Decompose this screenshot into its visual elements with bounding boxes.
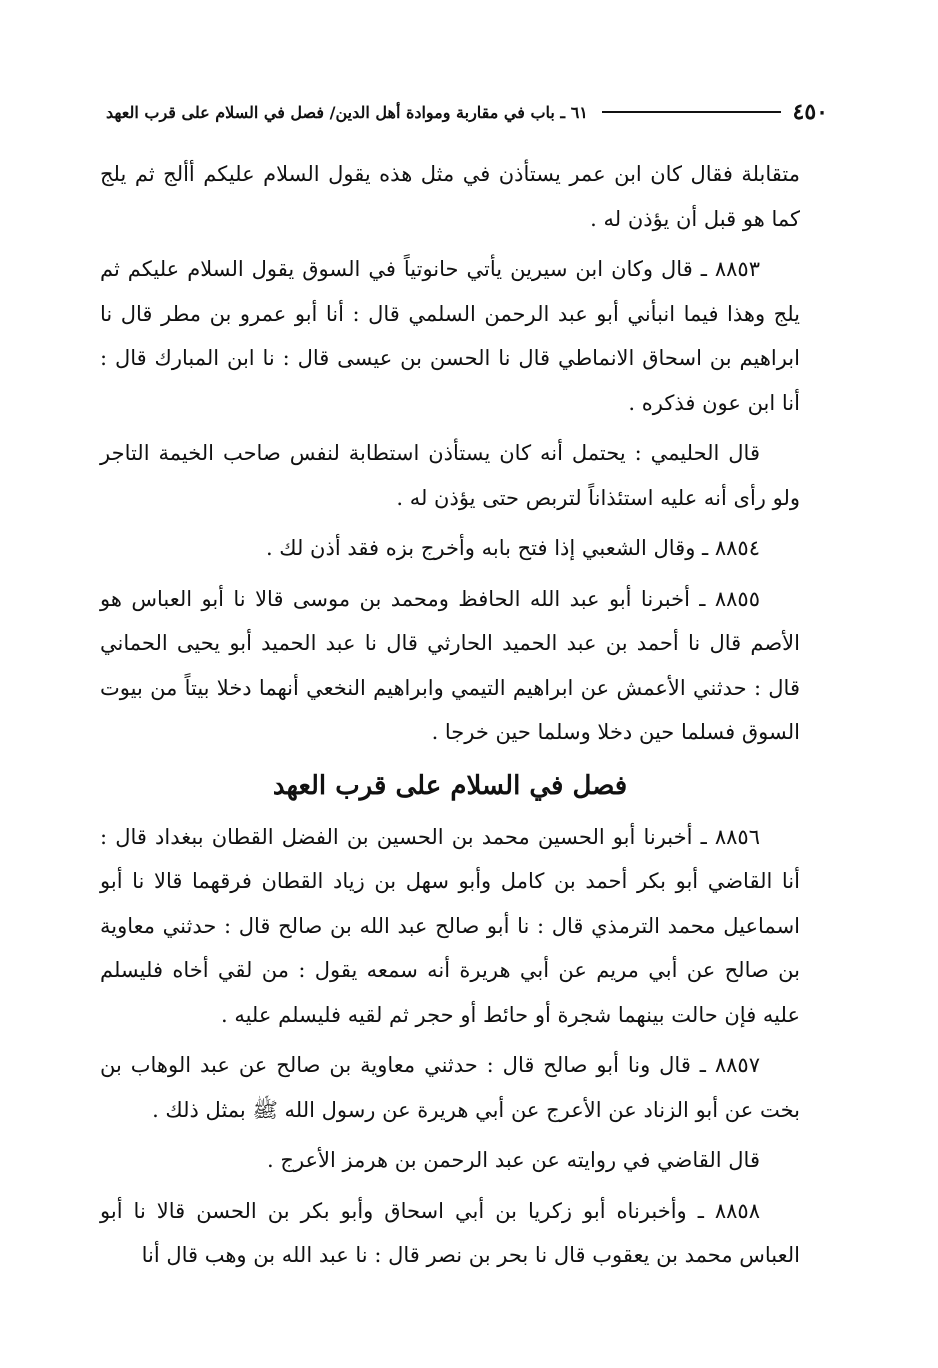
paragraph-8857: ٨٨٥٧ ـ قال ونا أبو صالح قال : حدثني معاوية بن صالح عن عبد الوهاب بن بخت عن أبو الزناد عن الأعرج عن أبي هريرة عن رسول الله ﷺ بمثل ذلك . <box>100 1053 800 1122</box>
running-title: ٦١ ـ باب في مقاربة وموادة أهل الدين/ فصل في السلام على قرب العهد <box>106 102 588 122</box>
section-heading: فصل في السلام على قرب العهد <box>272 770 628 801</box>
paragraph-8858: ٨٨٥٨ ـ وأخبرناه أبو زكريا بن أبي اسحاق وأبو بكر بن الحسن قالا نا أبو العباس محمد بن يعقوب قال نا بحر بن نصر قال : نا عبد الله بن وهب قال أنا <box>100 1198 800 1267</box>
paragraph-8854: ٨٨٥٤ ـ وقال الشعبي إذا فتح بابه وأخرج بزه فقد أذن لك . <box>265 536 760 560</box>
paragraph-8856: ٨٨٥٦ ـ أخبرنا أبو الحسين محمد بن الحسين بن الفضل القطان ببغداد قال : أنا القاضي أبو بكر أحمد بن كامل وأبو سهل بن زياد القطان فرقهما قالا نا أبو اسماعيل محمد الترمذي قال : نا أبو صالح عبد الله بن صالح قال : حدثني معاوية بن صالح عن أبي مريم عن أبي هريرة أنه سمعه يقول : من لقي أخاه فليسلم عليه فإن حالت بينهما شجرة أو حائط أو حجر ثم لقيه فليسلم عليه . <box>100 824 800 1027</box>
paragraph-continuation: متقابلة فقال كان ابن عمر يستأذن في مثل هذه يقول السلام عليكم أألج ثم يلج كما هو قبل أن يؤذن له . <box>100 162 800 231</box>
paragraph-halimi: قال الحليمي : يحتمل أنه كان يستأذن استطابة لنفس صاحب الخيمة التاجر ولو رأى أنه عليه استئذاناً لتربص حتى يؤذن له . <box>100 441 800 510</box>
paragraph-qadi: قال القاضي في روايته عن عبد الرحمن بن هرمز الأعرج . <box>267 1148 760 1172</box>
header-rule <box>602 111 781 113</box>
paragraph-8855: ٨٨٥٥ ـ أخبرنا أبو عبد الله الحافظ ومحمد بن موسى قالا نا أبو العباس هو الأصم قال نا أحمد بن عبد الحميد الحارثي قال نا عبد الحميد أبو يحيى الحماني قال : حدثني الأعمش عن ابراهيم التيمي وابراهيم النخعي أنهما دخلا بيتاً من بيوت السوق فسلما حين دخلا وسلما حين خرجا . <box>100 586 800 744</box>
page-header <box>106 94 828 130</box>
page-number: ٤٥٠ <box>792 99 828 125</box>
paragraph-8853: ٨٨٥٣ ـ قال وكان ابن سيرين يأتي حانوتياً في السوق يقول السلام عليكم ثم يلج وهذا فيما انبأني أبو عبد الرحمن السلمي قال : أنا أبو عمرو بن مطر قال نا ابراهيم بن اسحاق الانماطي قال نا الحسن بن عيسى قال : نا ابن المبارك قال : أنا ابن عون فذكره . <box>100 257 800 415</box>
body-text <box>100 152 800 1284</box>
